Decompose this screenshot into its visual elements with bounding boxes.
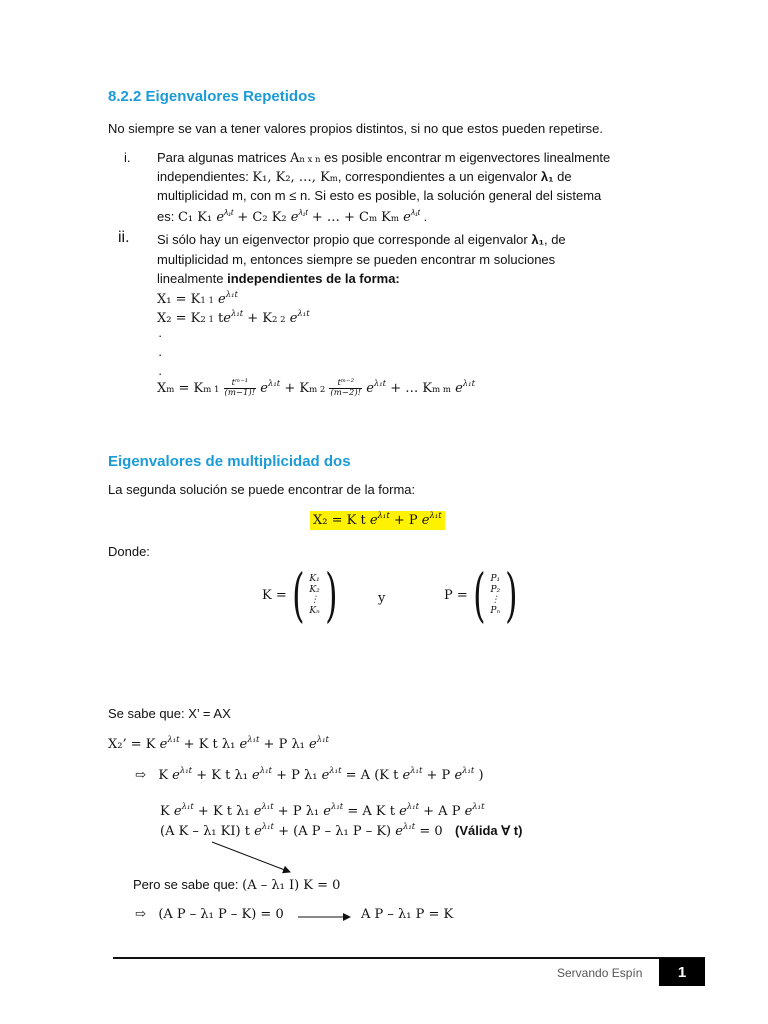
item-ii-numeral: ii. — [118, 229, 130, 246]
item-ii-line3: linealmente independientes de la forma: — [157, 271, 400, 286]
ellipsis-dot-2: · — [158, 347, 163, 362]
final-rhs: A P – λ₁ P = K — [361, 907, 454, 922]
page-number: 1 — [659, 958, 705, 986]
derivative-equation: X₂’ = K $e^{\lambda_1t} + K$ t λ₁ $e^{\lambda_1t} + P$ λ₁ $e^{\lambda_1t}$ — [108, 735, 329, 752]
fraction-2: $\frac{\text{tᵐ⁻²}}{(m-2)!}$ — [330, 378, 362, 398]
vector-p: P = ( P₁ P₂ ⋮ Pₙ ) — [444, 561, 518, 629]
implies-equation-1: ⇨ K $e^{\lambda_1t} + K$ t λ₁ $e^{\lambda_1t} + P$ λ₁ $e^{\lambda_1t} = A$ (K t $e^{\lambda_1t} + P$ $e^{\lambda_1t}$ ) — [135, 766, 484, 783]
highlighted-equation: X₂ = K t $e^{\lambda_1t} + P$ $e^{\lambda_1t}$ — [310, 511, 445, 528]
subsection-title: Eigenvalores de multiplicidad dos — [108, 453, 351, 470]
conjunction-y: y — [378, 591, 386, 606]
right-paren-icon: ) — [505, 561, 518, 629]
left-paren-icon: ( — [291, 561, 305, 629]
footer-author: Servando Espín — [557, 966, 643, 980]
item-ii-line2: multiplicidad m, entonces siempre se pueden encontrar m soluciones — [157, 252, 556, 267]
implies-arrow-icon: ⇨ — [135, 907, 146, 922]
item-i-numeral: i. — [124, 150, 131, 165]
implies-arrow-icon: ⇨ — [135, 768, 146, 783]
solution-x2: X₂ = K2 1 $te^{\lambda_1t} + K2$ 2 $e^{\lambda_1t}$ — [157, 309, 310, 326]
intro-paragraph: No siempre se van a tener valores propios distintos, si no que estos pueden repetirse. — [108, 121, 603, 136]
connector-arrow-diagonal — [212, 842, 290, 872]
ellipsis-dot-1: · — [158, 328, 163, 343]
item-ii-line1: Si sólo hay un eigenvector propio que corresponde al eigenvalor λ₁, de — [157, 232, 566, 247]
section-title: 8.2.2 Eigenvalores Repetidos — [108, 88, 316, 105]
left-paren-icon: ( — [472, 561, 486, 629]
item-i-line1: Para algunas matrices An x n es posible encontrar m eigenvectores linealmente — [157, 150, 611, 166]
vector-k: K = ( K₁ K₂ ⋮ Kₙ ) — [262, 561, 338, 629]
second-solution-text: La segunda solución se puede encontrar de la forma: — [108, 482, 416, 497]
item-i-line3: multiplicidad m, con m ≤ n. Si esto es posible, la solución general del sistema — [157, 188, 602, 203]
footer-rule — [113, 957, 705, 959]
se-sabe-text: Se sabe que: X’ = AX — [108, 706, 231, 721]
solution-x1: X₁ = K1 1 $e^{\lambda_1t}$ — [157, 290, 238, 307]
ellipsis-dot-3: · — [158, 366, 163, 381]
final-lhs: ⇨ (A P – λ₁ P – K) = 0 — [135, 907, 284, 922]
donde-label: Donde: — [108, 544, 150, 559]
grouped-equation: (A K – λ₁ KI) t $e^{\lambda_1t} + (A$ P – λ₁ P – K) $e^{\lambda_1t} = 0$ (Válida ∀ t) — [160, 822, 523, 839]
expanded-equation: K $e^{\lambda_1t} + K$ t λ₁ $e^{\lambda_1t} + P$ λ₁ $e^{\lambda_1t} = A$ K t $e^{\lambda_1t} + A$ P $e^{\lambda_1t}$ — [160, 802, 485, 819]
right-paren-icon: ) — [324, 561, 338, 629]
solution-xm: Xm = Km 1 $\frac{\text{tᵐ⁻¹}}{(m-1)!}$ $e^{\lambda_1t} + Km$ 2 $\frac{\text{tᵐ⁻²}}{(m-2)!}$ $e^{\lambda_1t}$ + … Km m $e^{\lambda_1t}$ — [157, 378, 476, 398]
fraction-1: $\frac{\text{tᵐ⁻¹}}{(m-1)!}$ — [224, 378, 256, 398]
item-i-line2: independientes: K₁, K₂, …, Km, correspondientes a un eigenvalor λ₁ de — [157, 169, 572, 185]
pero-line: Pero se sabe que: (A – λ₁ I) K = 0 — [133, 877, 341, 893]
item-i-line4: es: C₁ K₁ $e^{\lambda_1t} + C_2$ K₂ $e^{\lambda_1t}$ + … + Cm Km $e^{\lambda_1t}$ . — [157, 207, 428, 225]
